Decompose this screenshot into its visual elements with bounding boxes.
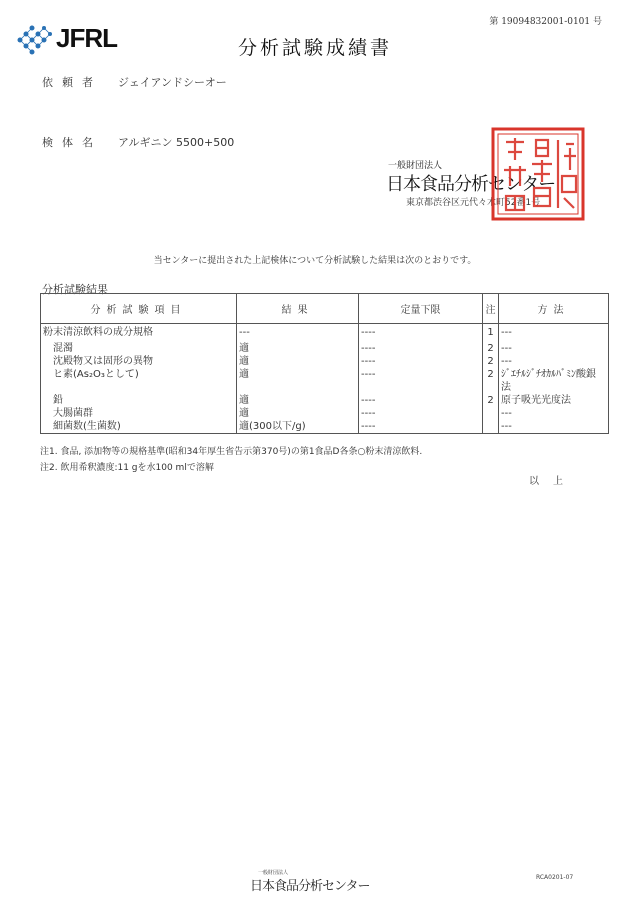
logo-text: JFRL xyxy=(56,23,117,53)
form-code: RCA0201-07 xyxy=(536,874,574,881)
cell-result: 適 xyxy=(237,342,359,355)
cell-limit: ---- xyxy=(359,355,483,368)
requester-value: ジェイアンドシーオー xyxy=(118,76,227,89)
issuer-org-type: 一般財団法人 xyxy=(388,161,443,171)
cell-result: 適 xyxy=(237,394,359,407)
specimen-label: 検体名 xyxy=(42,136,102,149)
cell-limit: ---- xyxy=(359,394,483,407)
cell-item: 沈殿物又は固形の異物 xyxy=(41,355,237,368)
cell-limit: ---- xyxy=(359,420,483,434)
cell-result xyxy=(237,381,359,394)
requester-label: 依頼者 xyxy=(42,76,102,89)
cell-method: --- xyxy=(499,342,609,355)
cell-note: 2 xyxy=(483,368,499,381)
footer-org-name: 日本食品分析センター xyxy=(250,879,370,894)
cell-note: 2 xyxy=(483,355,499,368)
cell-note xyxy=(483,407,499,420)
cell-result: 適(300以下/g) xyxy=(237,420,359,434)
cell-method: ｼﾞｴﾁﾙｼﾞﾁｵｶﾙﾊﾞﾐﾝ酸銀 xyxy=(499,368,609,381)
cell-method: --- xyxy=(499,355,609,368)
cell-item: ヒ素(As₂O₃として) xyxy=(41,368,237,381)
cell-item: 粉末清涼飲料の成分規格 xyxy=(41,324,237,342)
table-row xyxy=(41,355,609,368)
cell-limit: ---- xyxy=(359,342,483,355)
cell-note xyxy=(483,381,499,394)
cell-item xyxy=(41,381,237,394)
cell-result: 適 xyxy=(237,407,359,420)
table-row xyxy=(41,420,609,434)
cell-note: 2 xyxy=(483,394,499,407)
table-row xyxy=(41,324,609,342)
intro-text: 当センターに提出された上記検体について分析試験した結果は次のとおりです。 xyxy=(153,256,477,266)
header-item: 分析試験項目 xyxy=(41,294,237,324)
cell-note xyxy=(483,420,499,434)
cell-limit: ---- xyxy=(359,368,483,381)
cell-result: --- xyxy=(237,324,359,342)
cell-result: 適 xyxy=(237,368,359,381)
header-method: 方法 xyxy=(499,294,609,324)
cell-result: 適 xyxy=(237,355,359,368)
closing-mark: 以上 xyxy=(529,476,577,487)
table-row xyxy=(41,394,609,407)
official-seal-stamp xyxy=(490,126,586,222)
document-number: 第 19094832001-0101 号 xyxy=(489,17,602,27)
cell-limit xyxy=(359,381,483,394)
header-limit: 定量下限 xyxy=(359,294,483,324)
cell-limit: ---- xyxy=(359,324,483,342)
header-note: 注 xyxy=(483,294,499,324)
cell-method: --- xyxy=(499,407,609,420)
results-table xyxy=(40,293,608,434)
cell-method: --- xyxy=(499,420,609,434)
table-row xyxy=(41,381,609,394)
cell-note: 1 xyxy=(483,324,499,342)
document-title: 分析試験成績書 xyxy=(237,37,392,59)
cell-item: 混濁 xyxy=(41,342,237,355)
cell-item: 細菌数(生菌数) xyxy=(41,420,237,434)
table-row xyxy=(41,368,609,381)
specimen-value: アルギニン 5500+500 xyxy=(118,136,235,149)
table-row xyxy=(41,342,609,355)
header-result: 結果 xyxy=(237,294,359,324)
footer-org-type: 一般財団法人 xyxy=(258,870,289,876)
table-row xyxy=(41,407,609,420)
footnote-1: 注1. 食品, 添加物等の規格基準(昭和34年厚生省告示第370号)の第1食品D各条○粉末清涼飲料. xyxy=(40,447,423,457)
cell-limit: ---- xyxy=(359,407,483,420)
issuer-name: 日本食品分析センター xyxy=(386,174,556,195)
cell-method: --- xyxy=(499,324,609,342)
cell-method: 法 xyxy=(499,381,609,394)
issuer-address: 東京都渋谷区元代々木町52番1号 xyxy=(406,198,541,208)
cell-item: 大腸菌群 xyxy=(41,407,237,420)
cell-note: 2 xyxy=(483,342,499,355)
footnote-2: 注2. 飲用希釈濃度:11 gを水100 mlで溶解 xyxy=(40,463,214,473)
section-title: 分析試験結果 xyxy=(42,283,108,296)
cell-item: 鉛 xyxy=(41,394,237,407)
cell-method: 原子吸光光度法 xyxy=(499,394,609,407)
table-header-row xyxy=(41,294,609,324)
